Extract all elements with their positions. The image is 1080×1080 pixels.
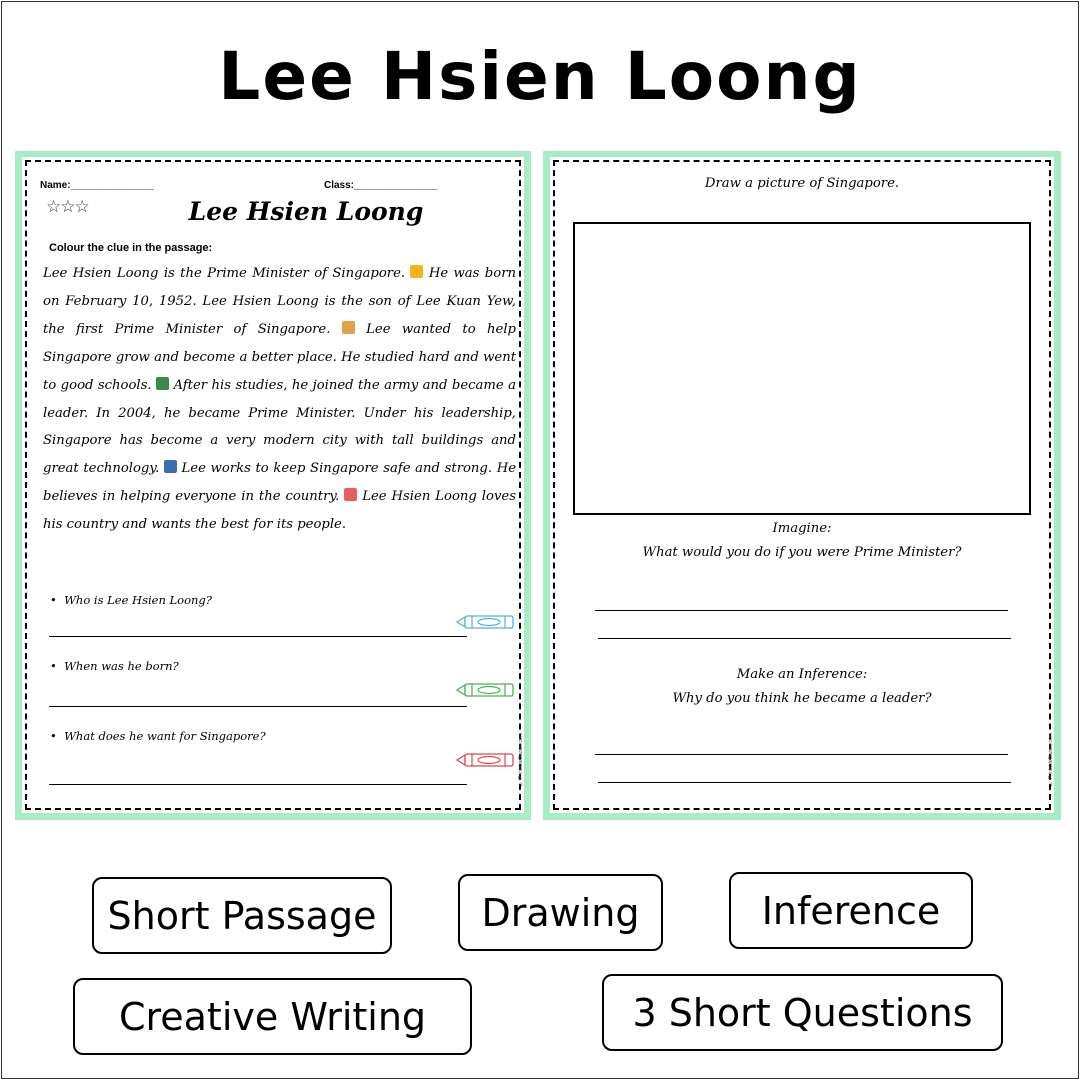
drawing-box: [573, 222, 1031, 515]
clue-emoji-icon: [342, 321, 355, 334]
red-crayon-icon: [456, 751, 516, 769]
inference-label: Make an Inference:: [736, 667, 868, 682]
page-title: Lee Hsien Loong: [218, 38, 862, 115]
question-text: What does he want for Singapore?: [64, 729, 266, 743]
clue-emoji-icon: [410, 265, 423, 278]
rating-stars-icon: ☆☆☆: [46, 197, 89, 217]
answer-line-3: [49, 784, 467, 785]
draw-prompt: Draw a picture of Singapore.: [704, 176, 900, 191]
bullet: •: [50, 659, 57, 673]
inference-question: Why do you think he became a leader?: [672, 691, 932, 706]
name-field-label: Name:_______________: [40, 180, 154, 191]
question-1: [50, 593, 212, 607]
question-text: Who is Lee Hsien Loong?: [64, 593, 212, 607]
worksheet-title: Lee Hsien Loong: [188, 197, 424, 226]
bullet: •: [50, 729, 57, 743]
credit-text: © PrintableBazaar.com: [1048, 733, 1054, 787]
green-crayon-icon: [456, 681, 516, 699]
imagine-label: Imagine:: [772, 521, 832, 536]
answer-line-1: [595, 610, 1008, 611]
tag-creative-writing: Creative Writing: [73, 978, 472, 1055]
answer-line-1: [49, 636, 467, 637]
clue-emoji-icon: [156, 377, 169, 390]
reading-passage: [43, 260, 516, 539]
passage-text: He was born on February 10, 1952. Lee Hsien Loong is the son of Lee Kuan Yew, the first Prime Minister of Singapore.: [43, 266, 516, 337]
question-3: [50, 729, 266, 743]
imagine-question: What would you do if you were Prime Minister?: [642, 545, 962, 560]
clue-emoji-icon: [164, 460, 177, 473]
answer-line-2: [598, 638, 1011, 639]
answer-line-2: [49, 706, 467, 707]
tag-3-short-questions: 3 Short Questions: [602, 974, 1003, 1051]
bullet: •: [50, 593, 57, 607]
question-text: When was he born?: [64, 659, 179, 673]
worksheet-page: [22, 157, 524, 813]
passage-text: Lee Hsien Loong loves his country and wants the best for its people.: [43, 489, 516, 533]
tag-inference: Inference: [729, 872, 973, 949]
credit-text: © PrintableBazaar.com: [518, 733, 524, 787]
passage-text: Lee works to keep Singapore safe and strong. He believes in helping everyone in the country.: [43, 461, 517, 505]
drawing-worksheet-preview: [543, 151, 1061, 820]
answer-line-4: [598, 782, 1011, 783]
passage-text: After his studies, he joined the army and became a leader. In 2004, he became Prime Minister. Under his leadership, Singapore has become a very modern city with tall buildings and great technology.: [43, 377, 516, 477]
class-field-label: Class:_______________: [324, 180, 438, 191]
passage-text: Lee Hsien Loong is the Prime Minister of Singapore.: [43, 266, 411, 281]
tag-drawing: Drawing: [458, 874, 663, 951]
clue-emoji-icon: [344, 488, 357, 501]
blue-crayon-icon: [456, 613, 516, 631]
passage-text: Lee wanted to help Singapore grow and become a better place. He studied hard and went to good schools.: [43, 321, 516, 393]
question-2: [50, 659, 179, 673]
instruction-text: Colour the clue in the passage:: [49, 242, 213, 254]
worksheet-page: [550, 157, 1054, 813]
answer-line-3: [595, 754, 1008, 755]
tag-short-passage: Short Passage: [92, 877, 392, 954]
passage-worksheet-preview: [15, 151, 531, 820]
